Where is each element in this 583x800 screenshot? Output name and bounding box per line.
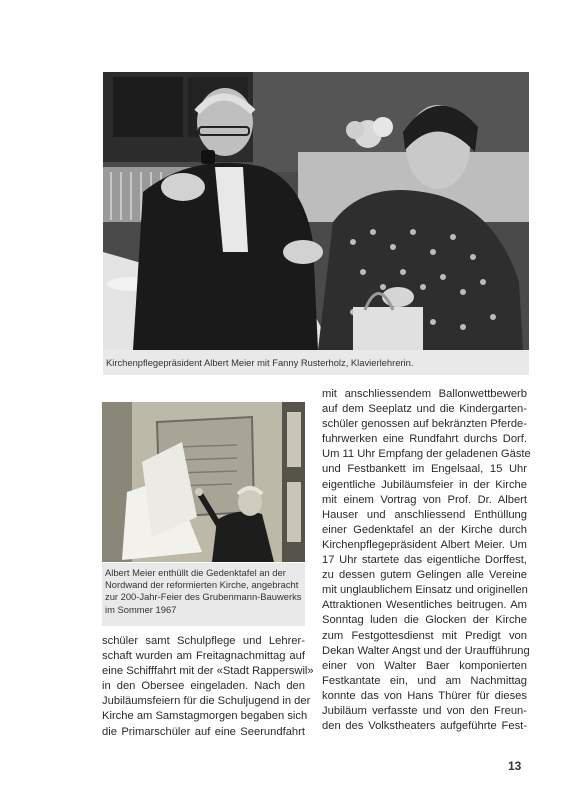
text-line: Kirchenpflegepräsident Albert Meier. Um	[322, 538, 527, 551]
text-line: fuhrwerken eine Rundfahrt durchs Dorf.	[322, 433, 527, 446]
text-line: auf dem Seeplatz und die Kindergarten-	[322, 403, 527, 416]
text-line: zu dessen gutem Gelingen alle Vereine	[322, 569, 527, 582]
text-line: konnte das von Hans Thürer für dieses	[322, 689, 527, 702]
text-line: 17 Uhr startete das eigentliche Dorffest,	[322, 554, 527, 567]
text-line: Hauser und anschliessend Enthüllung	[322, 508, 527, 521]
caption-line: zur 200-Jahr-Feier des Grubenmann-Bauwerks	[105, 591, 302, 603]
text-line: Sonntag luden die Glocken der Kirche	[322, 614, 527, 627]
text-line: Um 11 Uhr Empfang der geladenen Gäste	[322, 448, 531, 461]
photo-banquet	[103, 72, 529, 350]
text-line: mit einem Vortrag von Prof. Dr. Albert	[322, 493, 527, 506]
text-line: einer von Walter Baer komponierten	[322, 659, 527, 672]
text-line: in den Obersee eingeladen. Nach den	[102, 680, 305, 693]
text-line: schüler genossen auf bekränzten Pferde-	[322, 418, 527, 431]
photo-plaque-unveiling	[102, 402, 305, 562]
text-line: Attraktionen Wesentliches beitrugen. Am	[322, 599, 527, 612]
photo-caption-top: Kirchenpflegepräsident Albert Meier mit Fanny Rusterholz, Klavierlehrerin.	[103, 350, 529, 375]
text-line: zum Festgottesdienst mit Predigt von	[322, 629, 527, 642]
text-line: eine Schifffahrt mit der «Stadt Rapperswil»	[102, 665, 314, 678]
caption-line: Albert Meier enthüllt die Gedenktafel an der	[105, 567, 286, 578]
text-line: schaft wurden am Freitagnachmittag auf	[102, 650, 305, 663]
text-line: Dekan Walter Angst und der Uraufführung	[322, 644, 530, 657]
caption-line: Nordwand der reformierten Kirche, angebracht	[105, 579, 299, 591]
text-line: eigentliche Jubiläumsfeier in der Kirche	[322, 478, 527, 491]
text-line: einer Gedenktafel an der Kirche durch	[322, 523, 527, 536]
text-line: Jubiläumsfeiern für die Schuljugend in der	[102, 695, 311, 708]
caption-line: im Sommer 1967	[105, 603, 177, 615]
text-line: die Primarschüler auf eine Seerundfahrt	[102, 725, 305, 738]
text-line: den des Volkstheaters aufgeführte Fest-	[322, 720, 527, 733]
text-column-left	[102, 634, 314, 740]
photo-caption-bottom	[102, 563, 305, 626]
text-line: Jubiläum verfasste und von den Freun-	[322, 704, 527, 717]
text-line: schüler samt Schulpflege und Lehrer-	[102, 635, 305, 647]
text-line: Festkantate ein, und am Nachmittag	[322, 674, 527, 687]
page-number: 13	[508, 759, 522, 773]
text-line: mit anschliessendem Ballonwettbewerb	[322, 388, 527, 400]
text-line: Kirche am Samstagmorgen begaben sich	[102, 710, 308, 723]
text-line: mit unglaublichem Einsatz und originellen	[322, 584, 528, 597]
text-column-right	[322, 387, 531, 734]
text-line: und Festbankett im Engelsaal, 15 Uhr	[322, 463, 527, 476]
